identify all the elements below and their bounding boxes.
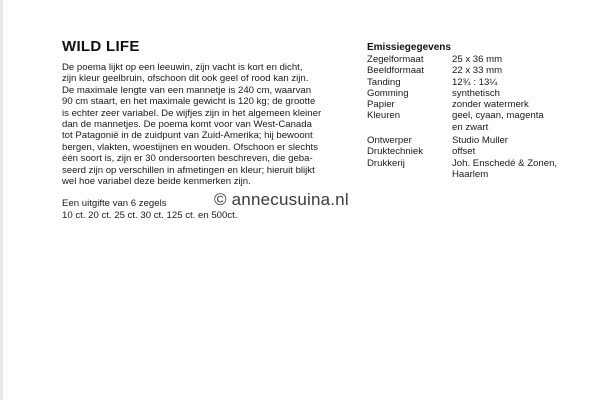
spec-value: 25 x 36 mm [452, 54, 503, 65]
issue-line-count: Een uitgifte van 6 zegels [62, 198, 167, 210]
spec-value: offset [452, 146, 476, 158]
text-line: wel hoe variabel deze beide kenmerken zijn. [62, 176, 251, 188]
watermark-text: © annecusuina.nl [214, 190, 349, 209]
spec-value-line: Haarlem [452, 168, 489, 180]
spec-value-line: geel, cyaan, magenta [452, 110, 544, 122]
spec-value: Studio Muller [452, 135, 508, 147]
page-title: WILD LIFE [62, 38, 140, 55]
spec-row [367, 88, 567, 99]
text-line: dan de mannetjes. De poema komt voor van West-Canada [62, 119, 312, 131]
spec-label: Druktechniek [367, 146, 423, 158]
issue-line-values: 10 ct. 20 ct. 25 ct. 30 ct. 125 ct. en 500ct. [62, 209, 238, 221]
text-line: zijn kleur geelbruin, ofschoon dit ook geel of rood kan zijn. [62, 73, 309, 85]
spec-value: synthetisch [452, 87, 500, 99]
spec-row [367, 146, 567, 157]
spec-row [367, 135, 567, 146]
spec-label: Drukkerij [367, 157, 405, 169]
text-line: tot Patagonië in de zuidpunt van Zuid-Amerika; hij bewoont [62, 130, 313, 142]
spec-label: Kleuren [367, 110, 401, 122]
specs-heading: Emissiegegevens [367, 42, 451, 53]
spec-value-line: Joh. Enschedé & Zonen, [452, 157, 558, 169]
spec-label: Gomming [367, 87, 409, 99]
spec-value [452, 110, 567, 133]
text-line: seerd zijn op verschillen in afmetingen en kleur; hieruit blijkt [62, 164, 315, 176]
spec-value [452, 158, 567, 181]
spec-value: zonder watermerk [452, 99, 529, 111]
spec-label: Tanding [367, 76, 401, 88]
text-line: één soort is, zijn er 30 ondersoorten beschreven, die geba- [62, 153, 313, 165]
text-line: 90 cm staart, en het maximale gewicht is 120 kg; de grootte [62, 96, 316, 108]
scan-edge [0, 0, 3, 400]
text-line: De maximale lengte van een mannetje is 240 cm, waarvan [62, 84, 312, 96]
spec-row [367, 54, 567, 65]
text-line: is echter zeer variabel. De wijfjes zijn in het algemeen kleiner [62, 107, 322, 119]
specs-column [367, 42, 567, 180]
spec-label: Papier [367, 99, 395, 111]
spec-label: Beeldformaat [367, 65, 425, 77]
spec-row [367, 99, 567, 110]
spec-value: 22 x 33 mm [452, 65, 503, 77]
text-line: bergen, vlakten, woestijnen en wouden. Ofschoon er slechts [62, 141, 318, 153]
spec-label: Zegelformaat [367, 54, 424, 65]
text-line: De poema lijkt op een leeuwin, zijn vacht is kort en dicht, [62, 62, 303, 73]
description-text [62, 62, 330, 187]
spec-row [367, 158, 567, 181]
spec-row [367, 110, 567, 133]
spec-row [367, 77, 567, 88]
spec-row [367, 65, 567, 76]
spec-value: 12¾ : 13¼ [452, 76, 498, 88]
spec-value-line: en zwart [452, 121, 489, 133]
spec-label: Ontwerper [367, 135, 412, 147]
